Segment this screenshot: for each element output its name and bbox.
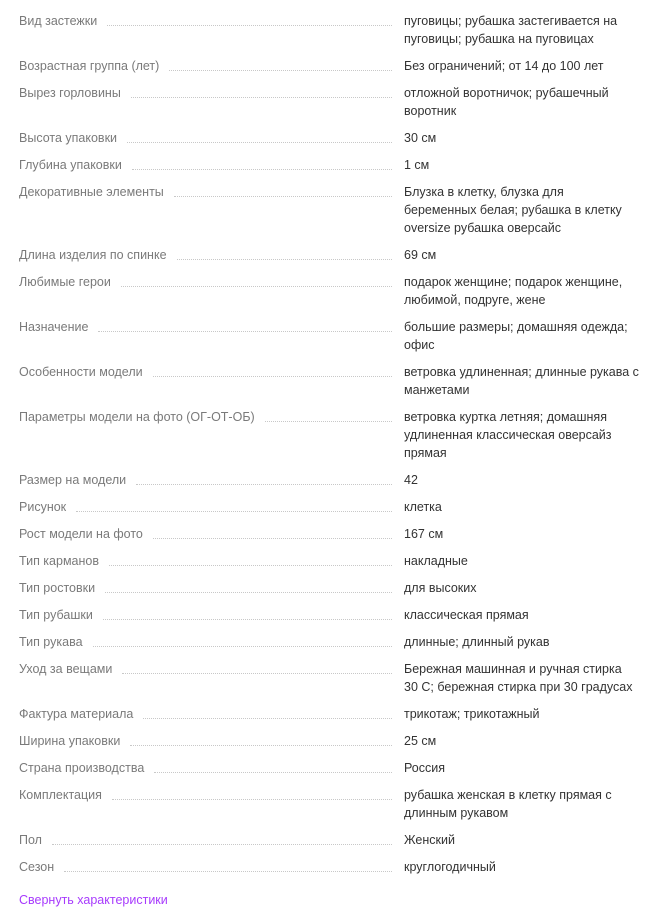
spec-row <box>19 408 639 462</box>
dot-leader <box>122 661 392 674</box>
dot-leader <box>112 787 392 800</box>
spec-row <box>19 471 639 489</box>
spec-value: 167 см <box>404 527 444 541</box>
dot-leader <box>153 364 392 377</box>
spec-value: круглогодичный <box>404 860 496 874</box>
spec-label: Комплектация <box>19 788 102 802</box>
spec-value: Блузка в клетку, блузка для беременных белая; рубашка в клетку oversize рубашка оверсайс <box>404 185 622 235</box>
spec-row <box>19 552 639 570</box>
spec-label: Вырез горловины <box>19 86 121 100</box>
spec-value: 69 см <box>404 248 437 262</box>
dot-leader <box>121 274 392 287</box>
spec-row <box>19 246 639 264</box>
spec-label: Длина изделия по спинке <box>19 248 167 262</box>
spec-value: рубашка женская в клетку прямая с длинным рукавом <box>404 788 612 820</box>
dot-leader <box>103 607 392 620</box>
dot-leader <box>174 184 392 197</box>
spec-value: ветровка удлиненная; длинные рукава с манжетами <box>404 365 639 397</box>
spec-value: 25 см <box>404 734 437 748</box>
dot-leader <box>98 319 392 332</box>
spec-row <box>19 156 639 174</box>
spec-value: подарок женщине; подарок женщине, любимой, подруге, жене <box>404 275 623 307</box>
spec-label: Рисунок <box>19 500 67 514</box>
dot-leader <box>76 499 392 512</box>
spec-value: Женский <box>404 833 455 847</box>
dot-leader <box>109 553 392 566</box>
spec-label: Фактура материала <box>19 707 134 721</box>
dot-leader <box>154 760 392 773</box>
spec-label: Тип рубашки <box>19 608 93 622</box>
spec-row <box>19 12 639 48</box>
spec-label: Тип карманов <box>19 554 99 568</box>
spec-label: Уход за вещами <box>19 662 113 676</box>
spec-label: Высота упаковки <box>19 131 118 145</box>
spec-value: Бережная машинная и ручная стирка 30 С; бережная стирка при 30 градусах <box>404 662 633 694</box>
spec-label: Страна производства <box>19 761 145 775</box>
spec-row <box>19 831 639 849</box>
spec-value: клетка <box>404 500 442 514</box>
spec-value: 1 см <box>404 158 430 172</box>
spec-value: длинные; длинный рукав <box>404 635 550 649</box>
spec-value: трикотаж; трикотажный <box>404 707 540 721</box>
spec-row <box>19 705 639 723</box>
spec-value: пуговицы; рубашка застегивается на пуговицы; рубашка на пуговицах <box>404 14 618 46</box>
spec-label: Тип ростовки <box>19 581 96 595</box>
spec-row <box>19 363 639 399</box>
dot-leader <box>105 580 392 593</box>
spec-label: Любимые герои <box>19 275 111 289</box>
dot-leader <box>64 859 392 872</box>
dot-leader <box>265 409 392 422</box>
spec-row <box>19 858 639 876</box>
dot-leader <box>132 157 392 170</box>
dot-leader <box>127 130 392 143</box>
spec-row <box>19 129 639 147</box>
spec-row <box>19 273 639 309</box>
spec-label: Пол <box>19 833 42 847</box>
spec-label: Рост модели на фото <box>19 527 143 541</box>
spec-row <box>19 660 639 696</box>
spec-row <box>19 525 639 543</box>
spec-label: Декоративные элементы <box>19 185 164 199</box>
spec-row <box>19 579 639 597</box>
dot-leader <box>153 526 392 539</box>
dot-leader <box>131 85 392 98</box>
spec-label: Особенности модели <box>19 365 143 379</box>
spec-row <box>19 84 639 120</box>
spec-value: Россия <box>404 761 445 775</box>
spec-row <box>19 498 639 516</box>
dot-leader <box>107 13 392 26</box>
dot-leader <box>136 472 392 485</box>
spec-value: для высоких <box>404 581 477 595</box>
spec-label: Вид застежки <box>19 14 98 28</box>
spec-value: 42 <box>404 473 418 487</box>
spec-label: Ширина упаковки <box>19 734 121 748</box>
dot-leader <box>52 832 392 845</box>
dot-leader <box>143 706 392 719</box>
spec-label: Глубина упаковки <box>19 158 122 172</box>
spec-value: Без ограничений; от 14 до 100 лет <box>404 59 604 73</box>
spec-row <box>19 732 639 750</box>
spec-value: отложной воротничок; рубашечный воротник <box>404 86 609 118</box>
dot-leader <box>169 58 392 71</box>
spec-label: Сезон <box>19 860 55 874</box>
spec-value: классическая прямая <box>404 608 529 622</box>
spec-label: Тип рукава <box>19 635 83 649</box>
spec-value: ветровка куртка летняя; домашняя удлиненная классическая оверсайз прямая <box>404 410 612 460</box>
spec-row <box>19 606 639 624</box>
spec-row <box>19 57 639 75</box>
collapse-characteristics-link[interactable]: Свернуть характеристики <box>19 893 168 907</box>
spec-label: Возрастная группа (лет) <box>19 59 160 73</box>
spec-row <box>19 633 639 651</box>
spec-value: накладные <box>404 554 468 568</box>
spec-label: Размер на модели <box>19 473 127 487</box>
dot-leader <box>130 733 392 746</box>
spec-row <box>19 786 639 822</box>
spec-row <box>19 183 639 237</box>
dot-leader <box>177 247 392 260</box>
spec-value: 30 см <box>404 131 437 145</box>
spec-row <box>19 318 639 354</box>
spec-value: большие размеры; домашняя одежда; офис <box>404 320 628 352</box>
spec-list <box>19 12 639 876</box>
spec-row <box>19 759 639 777</box>
dot-leader <box>93 634 392 647</box>
spec-label: Назначение <box>19 320 89 334</box>
spec-label: Параметры модели на фото (ОГ-ОТ-ОБ) <box>19 410 255 424</box>
